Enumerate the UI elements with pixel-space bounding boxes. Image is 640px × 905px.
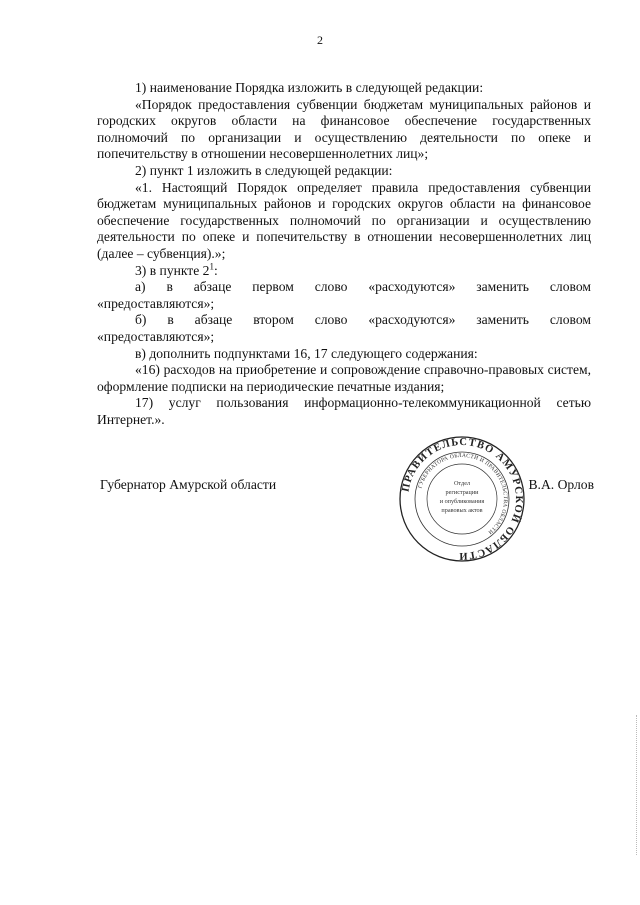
item-a-word: словом (549, 279, 591, 295)
official-stamp (398, 435, 526, 563)
item-v: в) дополнить подпунктами 16, 17 следующего содержания: (135, 345, 478, 361)
paragraph-5-text: 3) в пункте 2 (135, 262, 210, 278)
item-a-continuation: «предоставляются»; (97, 295, 215, 311)
scan-edge-mark (635, 715, 637, 855)
paragraph-4: «1. Настоящий Порядок определяет правила предоставления субвенции бюджетам муниципальных районов и городских округов области на финансовое обеспечение государственных полномочий по организации и осуществлению деятельности по опеке и попечительству в отношении несовершеннолетних лиц (далее – субвенция).»; (97, 179, 591, 261)
item-a-word: в (166, 279, 173, 295)
paragraph-5 (97, 263, 591, 280)
stamp-center-line: регистрации (445, 489, 479, 496)
item-b-word: втором (253, 312, 294, 328)
item-a-word: абзаце (193, 279, 232, 295)
document-body (97, 80, 591, 428)
item-b-word: абзаце (194, 312, 233, 328)
paragraph-1: 1) наименование Порядка изложить в следующей редакции: (135, 80, 484, 95)
paragraph-2: «Порядок предоставления субвенции бюджетам муниципальных районов и городских округов области на финансовое обеспечение государственных полномочий по организации и осуществлению деятельности по опеке и попечительству в отношении несовершеннолетних лиц»; (97, 96, 591, 162)
signatory-name: В.А. Орлов (528, 477, 594, 492)
item-b-word: заменить (476, 312, 529, 328)
item-b-continuation: «предоставляются»; (97, 328, 215, 344)
stamp-center-line: правовых актов (441, 507, 483, 514)
paragraph-3: 2) пункт 1 изложить в следующей редакции: (135, 162, 393, 178)
paragraph-5-sup: 1 (209, 261, 214, 271)
stamp-inner-ring: ГУБЕРНАТОРА ОБЛАСТИ И ПРАВИТЕЛЬСТВА ОБЛАСТИ (417, 452, 509, 536)
signatory-position: Губернатор Амурской области (100, 477, 277, 492)
item-17: 17) услуг пользования информационно-телекоммуникационной сетью Интернет.». (97, 395, 591, 427)
page-number: 2 (317, 33, 323, 47)
item-a-word: первом (252, 279, 294, 295)
item-b-word: словом (549, 312, 591, 328)
item-b-word: «расходуются» (368, 312, 456, 328)
item-a-word: слово (314, 279, 348, 295)
item-b-word: слово (314, 312, 348, 328)
item-a-word: «расходуются» (368, 279, 456, 295)
stamp-center-line: Отдел (453, 480, 471, 487)
item-a-word: а) (135, 279, 146, 295)
paragraph-5-end: : (213, 262, 218, 278)
item-a-word: заменить (476, 279, 530, 295)
item-16: «16) расходов на приобретение и сопровождение справочно-правовых систем, оформление подписки на периодические печатные издания; (97, 362, 591, 394)
item-b-word: в (167, 312, 174, 328)
item-b-line (97, 312, 591, 329)
item-b-word: б) (135, 312, 147, 328)
item-a-line (97, 279, 591, 296)
stamp-ring-text: ПРАВИТЕЛЬСТВО АМУРСКОЙ ОБЛАСТИ (400, 436, 525, 562)
stamp-center-line: и опубликования (439, 498, 485, 505)
